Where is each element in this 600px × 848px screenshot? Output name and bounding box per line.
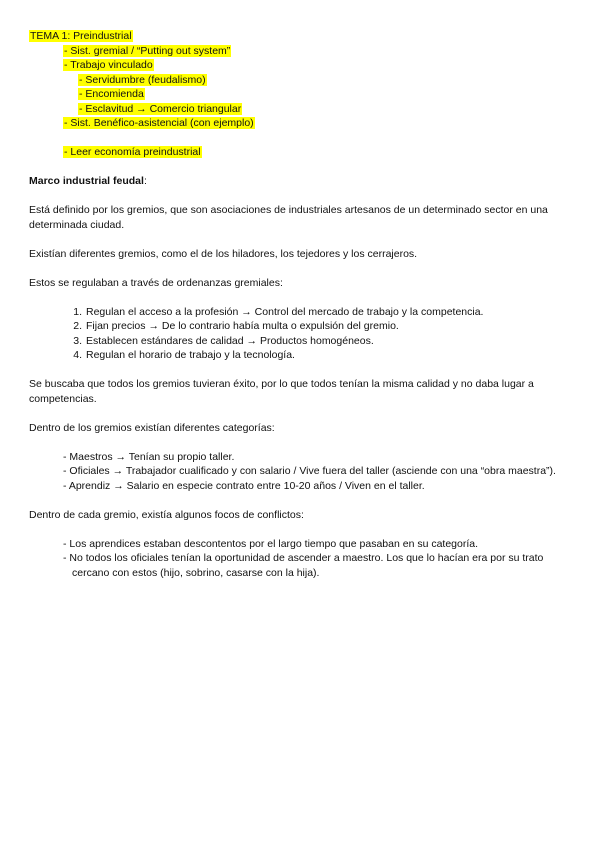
paragraph-categorias-intro: Dentro de los gremios existían diferentes categorías: — [29, 421, 275, 434]
outline-subitem-text: - Encomienda — [79, 88, 144, 100]
spacer — [29, 290, 574, 305]
list-item: - Oficiales → Trabajador cualificado y con salario / Vive fuera del taller (asciende con una “obra maestra”). — [63, 465, 556, 477]
list-item-text: Regulan el horario de trabajo y la tecnología. — [86, 349, 295, 361]
outline-item — [29, 116, 574, 131]
outline-subitem — [29, 102, 574, 117]
paragraph-conflictos-intro: Dentro de cada gremio, existía algunos focos de conflictos: — [29, 508, 304, 521]
spacer — [29, 131, 574, 146]
paragraph-ordenanzas-intro: Estos se regulaban a través de ordenanzas gremiales: — [29, 276, 283, 289]
spacer — [29, 406, 574, 421]
section-heading — [29, 174, 574, 189]
paragraph-exito: Se buscaba que todos los gremios tuvieran éxito, por lo que todos tenían la misma calidad y no daba lugar a competencias. — [29, 378, 534, 405]
outline-subitem-text: - Esclavitud → Comercio triangular — [79, 102, 242, 115]
outline-item — [29, 44, 574, 59]
outline-item-text: - Trabajo vinculado — [64, 59, 153, 71]
categorias-list — [29, 450, 574, 494]
list-item — [69, 305, 574, 320]
paragraph-gremios: Existían diferentes gremios, como el de los hiladores, los tejedores y los cerrajeros. — [29, 247, 418, 260]
outline-item-text: - Sist. Benéfico-asistencial (con ejemplo) — [64, 117, 254, 129]
outline-title: TEMA 1: Preindustrial — [30, 30, 132, 42]
outline-item — [29, 58, 574, 73]
list-item: - No todos los oficiales tenían la oportunidad de ascender a maestro. Los que lo hacían era por su trato cercano con estos (hijo, sobrino, casarse con la hija). — [63, 552, 544, 579]
outline-subitem-text: - Servidumbre (feudalismo) — [79, 73, 206, 86]
outline-title-line — [29, 29, 574, 44]
conflictos-list — [29, 537, 574, 581]
list-item: - Los aprendices estaban descontentos por el largo tiempo que pasaban en su categoría. — [63, 537, 479, 550]
reading-note-line — [29, 145, 574, 160]
outline-subitem — [29, 73, 574, 88]
spacer — [29, 261, 574, 276]
reading-note: - Leer economía preindustrial — [64, 146, 201, 158]
list-item-text: Fijan precios → De lo contrario había multa o expulsión del gremio. — [86, 320, 399, 332]
list-item — [69, 334, 574, 349]
list-item-text: Regulan el acceso a la profesión → Control del mercado de trabajo y la competencia. — [86, 305, 484, 318]
list-number: 1. — [73, 305, 82, 318]
spacer — [29, 363, 574, 378]
ordenanzas-list — [29, 305, 574, 363]
spacer — [29, 435, 574, 450]
list-item — [69, 319, 574, 334]
section-heading-text: Marco industrial feudal — [29, 175, 144, 187]
outline-item-text: - Sist. gremial / “Putting out system” — [64, 44, 231, 57]
spacer — [29, 189, 574, 204]
list-item: - Aprendiz → Salario en especie contrato entre 10-20 años / Viven en el taller. — [63, 479, 425, 492]
paragraph-definition: Está definido por los gremios, que son asociaciones de industriales artesanos de un determinado sector en una determinada ciudad. — [29, 204, 548, 231]
list-item-text: Establecen estándares de calidad → Productos homogéneos. — [86, 334, 374, 347]
spacer — [29, 232, 574, 247]
list-number: 4. — [73, 349, 82, 361]
list-item: - Maestros → Tenían su propio taller. — [63, 450, 235, 463]
list-number: 3. — [73, 334, 82, 347]
list-number: 2. — [73, 320, 82, 332]
spacer — [29, 493, 574, 508]
outline-subitem — [29, 87, 574, 102]
list-item — [69, 348, 574, 363]
section-heading-colon: : — [143, 175, 147, 187]
spacer — [29, 522, 574, 537]
document-page — [29, 29, 574, 580]
spacer — [29, 160, 574, 175]
